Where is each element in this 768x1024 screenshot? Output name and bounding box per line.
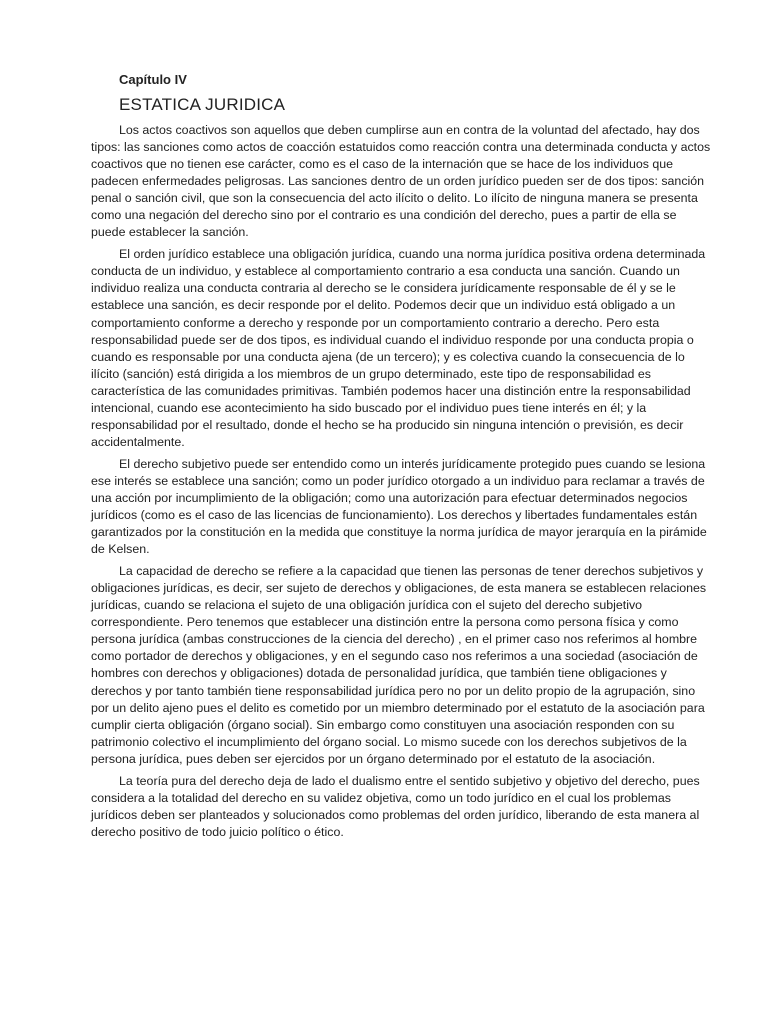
paragraph-5: La teoría pura del derecho deja de lado el dualismo entre el sentido subjetivo y objetivo del derecho, pues considera a la totalidad del derecho en su validez objetiva, como un todo jurídico en el cual los problemas jurídicos deben ser planteados y solucionados como problemas del orden jurídico, liberando de esta manera al derecho positivo de todo juicio político o ético. <box>91 773 700 839</box>
paragraph-3: El derecho subjetivo puede ser entendido como un interés jurídicamente protegido pues cuando se lesiona ese interés se establece una sanción; como un poder jurídico otorgado a un individuo para reclamar a través de una acción por incumplimiento de la obligación; como una autorización para efectuar determinados negocios jurídicos (como es el caso de las licencias de funcionamiento). Los derechos y libertades fundamentales están garantizados por la constitución en la medida que constituye la norma jurídica de mayor jerarquía en la pirámide de Kelsen. <box>91 456 707 557</box>
section-title: ESTATICA JURIDICA <box>119 95 286 114</box>
paragraph-4: La capacidad de derecho se refiere a la capacidad que tienen las personas de tener derechos subjetivos y obligaciones jurídicas, es decir, ser sujeto de derechos y obligaciones, de esta manera se establecen relaciones jurídicas, cuando se relaciona el sujeto de una obligación jurídica con el sujeto del derecho subjetivo correspondiente. Pero tenemos que establecer una distinción entre la persona como persona física y como persona jurídica (ambas construcciones de la ciencia del derecho) , en el primer caso nos referimos al hombre como portador de derechos y obligaciones, y en el segundo caso nos referimos a una sociedad (asociación de hombres con derechos y obligaciones) dotada de personalidad jurídica, que también tiene obligaciones y derechos y por tanto también tiene responsabilidad jurídica pero no por un delito propio de la agrupación, sino por un delito ajeno pues el delito es cometido por un miembro determinado por el estatuto de la asociación para cumplir cierta obligación (órgano social). Sin embargo como constituyen una asociación responden con su patrimonio colectivo el incumplimiento del órgano social. Lo mismo sucede con los derechos subjetivos de la persona jurídica, pues deben ser ejercidos por un órgano determinado por el estatuto de la asociación. <box>91 564 707 766</box>
paragraph-2: El orden jurídico establece una obligación jurídica, cuando una norma jurídica positiva ordena determinada conducta de un individuo, y establece al comportamiento contrario a esa conducta una sanción. Cuando un individuo realiza una conducta contraria al derecho se le considera jurídicamente responsable de él y se le establece una sanción, es decir responde por el delito. Podemos decir que un individuo está obligado a un comportamiento conforme a derecho y responde por un comportamiento contrario a derecho. Pero esta responsabilidad puede ser de dos tipos, es individual cuando el individuo responde por una conducta propia o cuando es responsable por una conducta ajena (de un tercero); y es colectiva cuando la consecuencia de lo ilícito (sanción) está dirigida a los miembros de un grupo determinado, este tipo de responsabilidad es característica de las comunidades primitivas. También podemos hacer una distinción entre la responsabilidad intencional, cuando ese acontecimiento ha sido buscado por el individuo pues tiene interés en él; y la responsabilidad por el resultado, donde el hecho se ha producido sin ninguna intención o previsión, es decir accidentalmente. <box>91 247 706 449</box>
chapter-label: Capítulo IV <box>119 72 187 87</box>
document-page <box>91 72 713 846</box>
paragraph-1: Los actos coactivos son aquellos que deben cumplirse aun en contra de la voluntad del afectado, hay dos tipos: las sanciones como actos de coacción estatuidos como reacción contra una determinada conducta y actos coactivos que no tienen ese carácter, como es el caso de la internación que se hace de los individuos que padecen enfermedades peligrosas. Las sanciones dentro de un orden jurídico pueden ser de dos tipos: sanción penal o sanción civil, que son la consecuencia del acto ilícito o delito. Lo ilícito de ninguna manera se presenta como una negación del derecho sino por el contrario es una condición del derecho, pues a partir de ella se puede establecer la sanción. <box>91 123 711 240</box>
